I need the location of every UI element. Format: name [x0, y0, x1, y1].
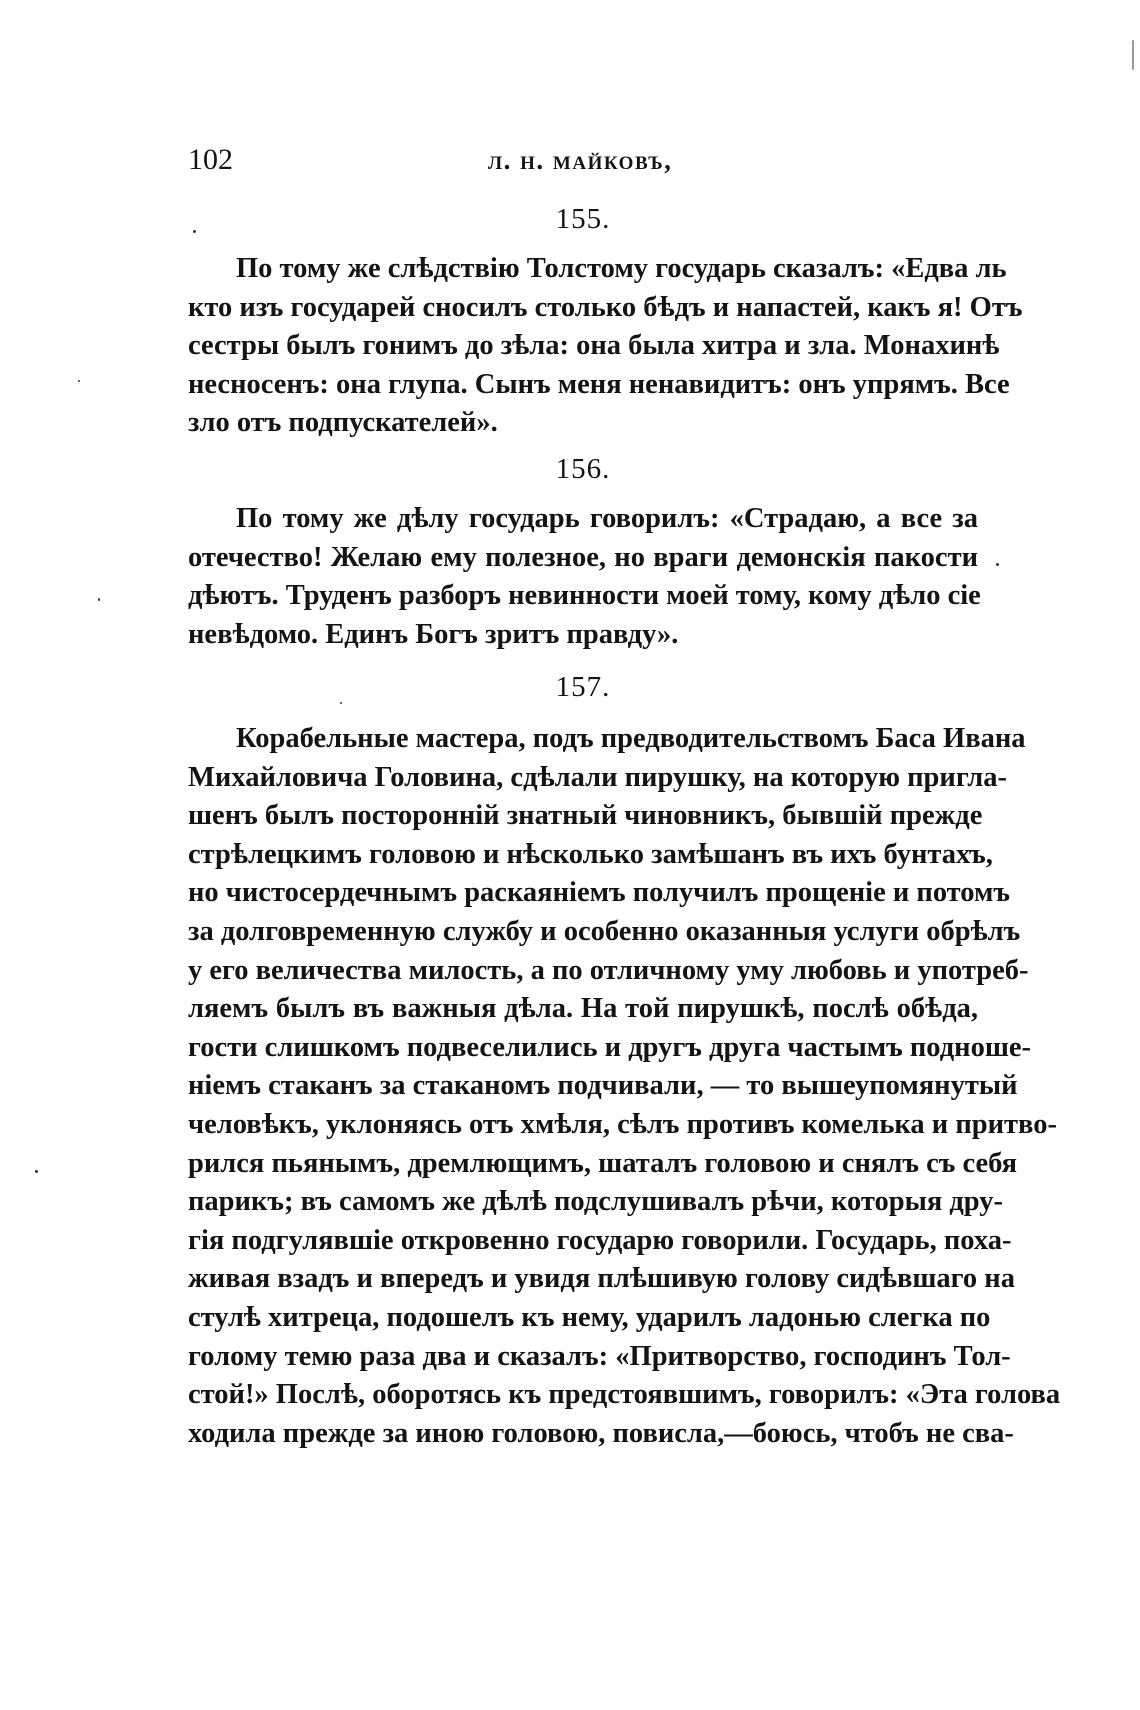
text-line: По тому же слѣдствію Толстому государь сказалъ: «Едва ль — [236, 253, 1007, 284]
text-line: отечество! Желаю ему полезное, но враги демонскія пакости — [188, 541, 978, 573]
text-line: зло отъ подпускателей». — [188, 407, 498, 439]
text-line: человѣкъ, уклоняясь отъ хмѣля, сѣлъ противъ комелька и притво- — [188, 1108, 1057, 1140]
text-line: невѣдомо. Единъ Богъ зритъ правду». — [188, 618, 679, 650]
text-line: гости слишкомъ подвеселились и другъ друга частымъ подноше- — [188, 1031, 1032, 1063]
scan-speck — [193, 230, 196, 233]
running-head: л. н. майковъ, — [488, 145, 673, 175]
section-number: 157. — [555, 671, 611, 703]
text-line: но чистосердечнымъ раскаяніемъ получилъ прощеніе и потомъ — [188, 877, 1011, 909]
text-line: кто изъ государей сносилъ столько бѣдъ и напастей, какъ я! Отъ — [188, 291, 1023, 323]
text-line: Корабельные мастера, подъ предводительствомъ Баса Ивана — [236, 723, 1026, 754]
text-line: дѣютъ. Труденъ разборъ невинности моей тому, кому дѣло сіе — [188, 580, 981, 612]
section-number: 155. — [555, 203, 611, 235]
text-line: рился пьянымъ, дремлющимъ, шаталъ головою и снялъ съ себя — [188, 1147, 1018, 1179]
paragraph-155 — [188, 250, 1023, 443]
paragraph-157 — [188, 720, 1061, 1453]
page-header — [188, 140, 978, 180]
paragraph-156 — [188, 500, 981, 654]
text-line: ніемъ стаканъ за стаканомъ подчивали, — то вышеупомянутый — [188, 1070, 1018, 1102]
text-line: живая взадъ и впередъ и увидя плѣшивую голову сидѣвшаго на — [188, 1263, 1015, 1295]
text-line: стулѣ хитреца, подошелъ къ нему, ударилъ ладонью слегка по — [188, 1301, 991, 1333]
scan-speck — [98, 598, 100, 601]
text-line: Михайловича Головина, сдѣлали пирушку, на которую пригла- — [188, 761, 1008, 793]
text-line: голому темю раза два и сказалъ: «Притворство, господинъ Тол- — [188, 1340, 1011, 1372]
scan-speck — [340, 702, 342, 704]
text-line: у его величества милость, а по отличному уму любовь и употреб- — [188, 954, 1029, 986]
text-line: гія подгулявшіе откровенно государю говорили. Государь, поха- — [188, 1224, 1012, 1256]
scan-speck — [35, 1170, 38, 1173]
section-number: 156. — [555, 453, 611, 485]
text-line: несносенъ: она глупа. Сынъ меня ненавидитъ: онъ упрямъ. Все — [188, 368, 1010, 400]
text-line: стрѣлецкимъ головою и нѣсколько замѣшанъ въ ихъ бунтахъ, — [188, 838, 993, 870]
text-line: стой!» Послѣ, оборотясь къ предстоявшимъ, говорилъ: «Эта голова — [188, 1379, 1061, 1411]
scan-speck — [78, 380, 80, 382]
text-line: ляемъ былъ въ важныя дѣла. На той пирушкѣ, послѣ обѣда, — [188, 993, 978, 1025]
text-line: шенъ былъ посторонній знатный чиновникъ, бывшій прежде — [188, 800, 983, 832]
scan-edge-mark — [1132, 40, 1134, 70]
text-line: за долговременную службу и особенно оказанныя услуги обрѣлъ — [188, 915, 1021, 947]
page-number: 102 — [188, 143, 233, 176]
text-line: ходила прежде за иною головою, повисла,—боюсь, чтобъ не сва- — [188, 1417, 1014, 1449]
text-line: парикъ; въ самомъ же дѣлѣ подслушивалъ рѣчи, которыя дру- — [188, 1186, 1003, 1218]
scan-speck — [996, 563, 999, 566]
text-line: По тому же дѣлу государь говорилъ: «Страдаю, а все за — [236, 503, 978, 534]
text-line: сестры былъ гонимъ до зѣла: она была хитра и зла. Монахинѣ — [188, 330, 1000, 362]
